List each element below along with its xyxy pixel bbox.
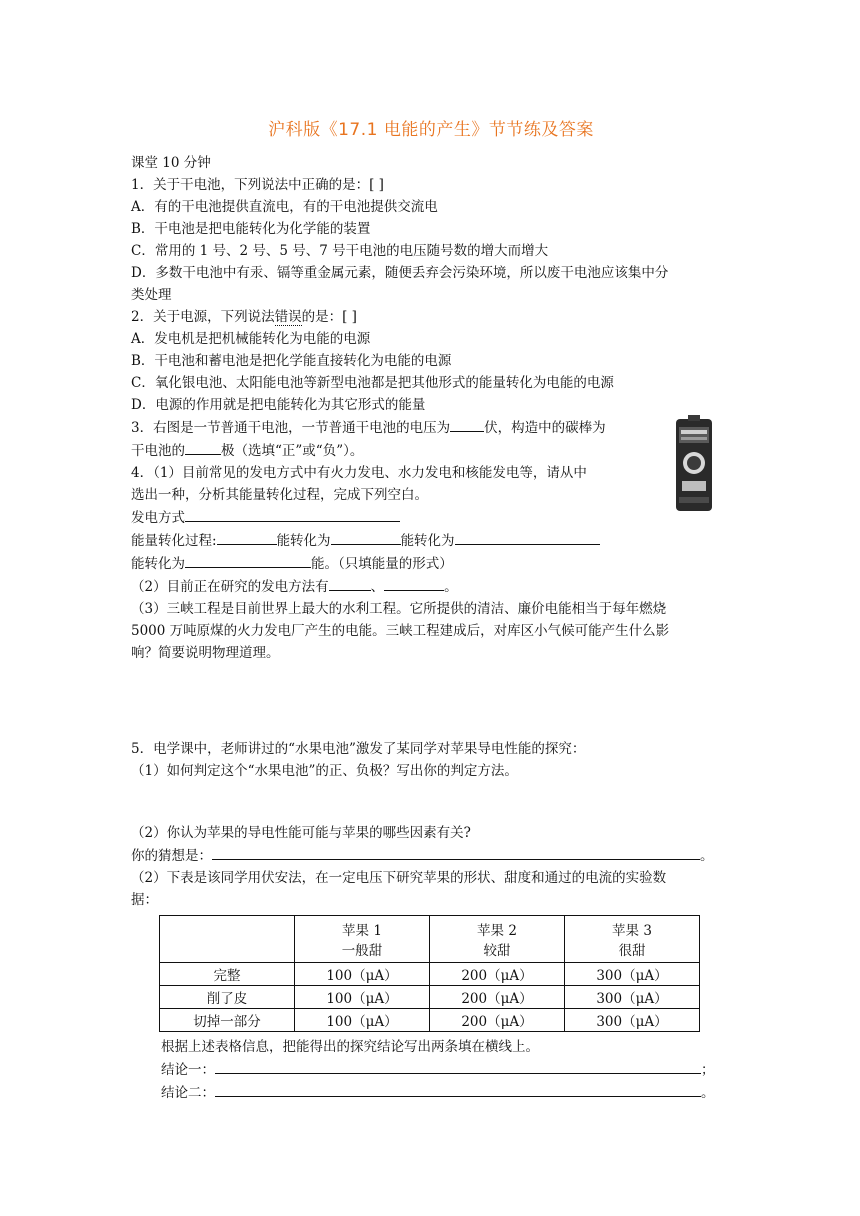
q2-option-d: D．电源的作用就是把电能转化为其它形式的能量 [131, 397, 426, 413]
q4-mode-label: 发电方式 [131, 510, 185, 526]
q3-line1 [131, 416, 731, 439]
q4-part3-line3: 响？简要说明物理道理。 [131, 645, 280, 661]
section-label: 课堂 10 分钟 [131, 155, 211, 171]
q2-option-c: C．氧化银电池、太阳能电池等新型电池都是把其他形式的能量转化为电能的电源 [131, 375, 614, 391]
conclusion-1-end: ； [701, 1062, 715, 1078]
q1-option-c: C．常用的 1 号、2 号、5 号、7 号干电池的电压随号数的增大而增大 [131, 243, 549, 259]
table-header-cell [430, 916, 565, 963]
row-label: 切掉一部分 [160, 1009, 295, 1032]
q3-text: 3．右图是一节普通干电池，一节普通干电池的电压为 [131, 420, 451, 436]
table-cell: 300（μA） [565, 986, 700, 1009]
conclusion-2-end: 。 [701, 1085, 715, 1101]
q4-conv-to: 能转化为 [131, 556, 185, 572]
q4-energy-row [131, 529, 731, 552]
table-row [160, 1009, 700, 1032]
q5-after-table: 根据上述表格信息，把能得出的探究结论写出两条填在横线上。 [161, 1039, 539, 1055]
conclusion-1-blank[interactable] [215, 1058, 701, 1074]
q5-guess-label: 你的猜想是： [131, 848, 212, 864]
row-label: 完整 [160, 963, 295, 986]
conclusion-2-label: 结论二： [161, 1085, 215, 1101]
q4-part2-sep: 、 [370, 579, 385, 595]
q1-option-a: A．有的干电池提供直流电，有的干电池提供交流电 [131, 199, 438, 215]
q4-energy-end: 能。（只填能量的形式） [311, 556, 453, 572]
table-header-cell [565, 916, 700, 963]
q4-part2-text: （2）目前正在研究的发电方法有 [131, 579, 329, 595]
apple-3-sweetness: 很甜 [618, 943, 646, 959]
q4-line1: 4．（1）目前常见的发电方式中有火力发电、水力发电和核能发电等，请从中 [131, 465, 587, 481]
q5-part3-line2: 据： [131, 892, 158, 908]
q4-method-blank-1[interactable] [329, 575, 371, 591]
q2-option-a: A．发电机是把机械能转化为电能的电源 [131, 331, 371, 347]
q5-guess-end: 。 [700, 848, 714, 864]
table-cell: 200（μA） [430, 1009, 565, 1032]
q4-mode-blank[interactable] [185, 506, 400, 522]
q5-guess-blank[interactable] [212, 844, 700, 860]
table-cell: 100（μA） [295, 963, 430, 986]
answer-space[interactable] [131, 782, 731, 822]
q5-part2: （2）你认为苹果的导电性能可能与苹果的哪些因素有关? [131, 825, 471, 841]
q2-stem-post: 的是：[ ] [301, 309, 357, 325]
q1-stem: 1．关于干电池，下列说法中正确的是：[ ] [131, 177, 384, 193]
apple-3-name: 苹果 3 [612, 923, 652, 939]
q4-energy-row-2 [131, 552, 731, 575]
q5-conclusion-2-row [131, 1081, 731, 1104]
q2-stem [131, 306, 731, 328]
page-title: 沪科版《17.1 电能的产生》节节练及答案 [268, 120, 594, 140]
q1-option-d-cont: 类处理 [131, 287, 172, 303]
q1-option-b: B．干电池是把电能转化为化学能的装置 [131, 221, 371, 237]
table-cell: 100（μA） [295, 1009, 430, 1032]
q4-conv-to: 能转化为 [400, 533, 455, 549]
q2-option-b: B．干电池和蓄电池是把化学能直接转化为电能的电源 [131, 353, 452, 369]
table-row [160, 986, 700, 1009]
table-cell: 300（μA） [565, 963, 700, 986]
q4-mode-row [131, 506, 731, 529]
table-cell: 100（μA） [295, 986, 430, 1009]
q3-pole-blank[interactable] [185, 439, 221, 455]
q4-energy-label: 能量转化过程: [131, 533, 217, 549]
q4-part3-line1: （3）三峡工程是目前世界上最大的水利工程。它所提供的清洁、廉价电能相当于每年燃烧 [131, 601, 667, 617]
q1-option-d: D．多数干电池中有汞、镉等重金属元素，随便丢弃会污染环境，所以废干电池应该集中分 [131, 265, 669, 281]
apple-1-sweetness: 一般甜 [341, 943, 383, 959]
q4-energy-blank-3[interactable] [455, 529, 600, 545]
q2-stem-emphasis: 错误 [274, 309, 302, 325]
row-label: 削了皮 [160, 986, 295, 1009]
table-cell: 200（μA） [430, 963, 565, 986]
answer-space[interactable] [131, 664, 731, 738]
q4-energy-blank-4[interactable] [185, 552, 311, 568]
experiment-table [159, 915, 700, 1032]
q4-energy-blank-2[interactable] [331, 529, 401, 545]
table-cell: 200（μA） [430, 986, 565, 1009]
apple-1-name: 苹果 1 [342, 923, 382, 939]
q2-stem-pre: 2．关于电源，下列说法 [131, 309, 275, 325]
q3-text: 干电池的 [131, 443, 185, 459]
q5-part3-line1: （2）下表是该同学用伏安法，在一定电压下研究苹果的形状、甜度和通过的电流的实验数 [131, 870, 667, 886]
q4-part2-end: 。 [444, 579, 458, 595]
q4-method-blank-2[interactable] [384, 575, 444, 591]
q4-energy-blank-1[interactable] [217, 529, 277, 545]
q4-line2: 选出一种，分析其能量转化过程，完成下列空白。 [131, 487, 428, 503]
table-header-row [160, 916, 700, 963]
q3-line2 [131, 439, 731, 462]
q4-conv-to: 能转化为 [276, 533, 331, 549]
worksheet [131, 115, 731, 1104]
conclusion-2-blank[interactable] [215, 1081, 701, 1097]
q5-part1: （1）如何判定这个“水果电池”的正、负极？写出你的判定方法。 [131, 763, 518, 779]
apple-2-name: 苹果 2 [477, 923, 517, 939]
q5-guess-row [131, 844, 731, 867]
q4-part2 [131, 575, 731, 598]
table-corner-cell [160, 916, 295, 963]
q3-text: 极（选填“正”或“负”）。 [221, 443, 364, 459]
table-header-cell [295, 916, 430, 963]
apple-2-sweetness: 较甜 [483, 943, 511, 959]
q4-part3-line2: 5000 万吨原煤的火力发电厂产生的电能。三峡工程建成后，对库区小气候可能产生什么影 [131, 623, 670, 639]
conclusion-1-label: 结论一： [161, 1062, 215, 1078]
table-row [160, 963, 700, 986]
q5-conclusion-1-row [131, 1058, 731, 1081]
q5-stem: 5．电学课中，老师讲过的“水果电池”激发了某同学对苹果导电性能的探究： [131, 741, 586, 757]
q3-text: 伏，构造中的碳棒为 [484, 420, 606, 436]
table-cell: 300（μA） [565, 1009, 700, 1032]
q3-voltage-blank[interactable] [450, 416, 484, 432]
